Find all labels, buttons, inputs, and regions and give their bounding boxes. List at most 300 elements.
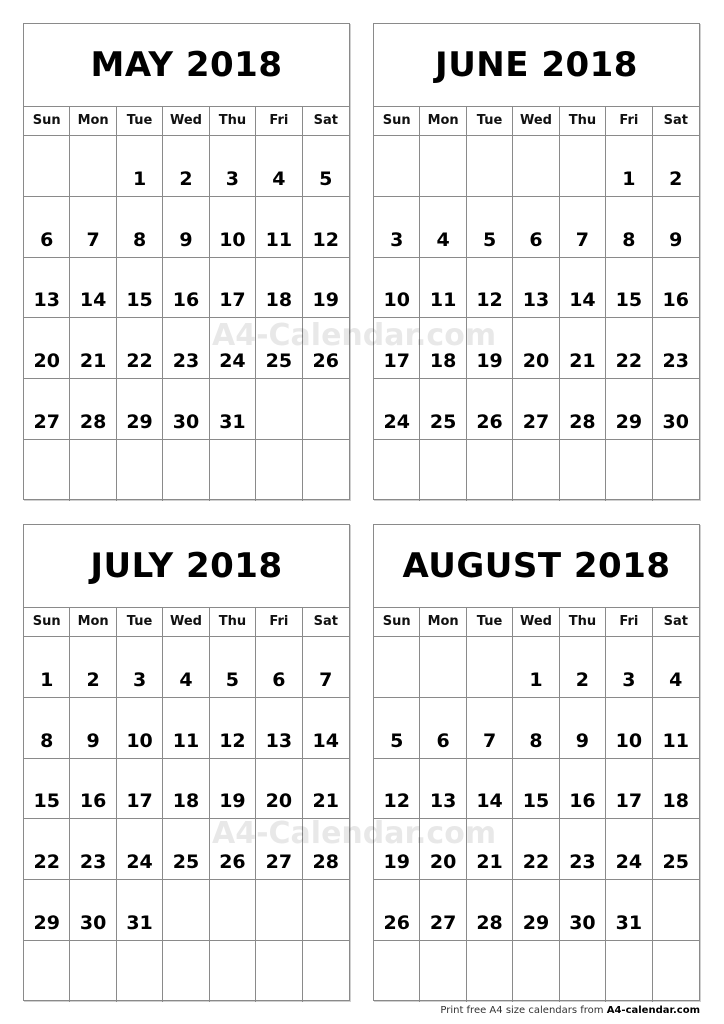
day-cell (606, 136, 652, 197)
day-cell (467, 637, 513, 698)
weekday-header-row (374, 107, 699, 136)
day-number: 6 (272, 668, 286, 691)
day-number: 26 (219, 851, 246, 874)
day-cell (303, 318, 349, 379)
day-cell (653, 379, 699, 440)
day-cell (256, 880, 302, 941)
day-number: 1 (529, 668, 543, 691)
day-cell (70, 819, 116, 880)
weekday-label: Wed (163, 107, 209, 135)
day-number: 9 (575, 729, 590, 752)
day-number: 24 (219, 350, 246, 373)
day-cell (467, 880, 513, 941)
day-cell (163, 136, 209, 197)
day-cell (513, 759, 559, 820)
day-cell (467, 197, 513, 258)
day-cell (560, 880, 606, 941)
month-calendar (373, 524, 700, 1001)
day-number: 4 (272, 167, 286, 190)
day-cell (24, 136, 70, 197)
day-cell (467, 759, 513, 820)
day-number: 29 (615, 410, 643, 433)
day-number: 5 (390, 729, 404, 752)
day-number: 14 (79, 289, 107, 312)
day-cell (420, 136, 466, 197)
day-cell (560, 941, 606, 1002)
day-number: 28 (79, 410, 107, 433)
weekday-label: Sat (313, 113, 338, 128)
day-cell (606, 197, 652, 258)
day-cell (420, 759, 466, 820)
day-number: 25 (265, 350, 293, 373)
day-number: 16 (662, 289, 689, 312)
weekday-label: Sat (663, 113, 688, 128)
day-cell (24, 698, 70, 759)
day-cell (256, 941, 302, 1002)
day-cell (560, 197, 606, 258)
day-number: 12 (219, 729, 246, 752)
day-cell (560, 136, 606, 197)
day-number: 4 (179, 668, 193, 691)
day-cell (256, 819, 302, 880)
day-number: 6 (436, 729, 450, 752)
day-cell (467, 440, 513, 501)
day-cell (513, 440, 559, 501)
day-cell (117, 759, 163, 820)
day-number: 21 (79, 350, 107, 373)
day-cell (210, 637, 256, 698)
day-cell (467, 258, 513, 319)
day-cell (374, 759, 420, 820)
day-cell (420, 941, 466, 1002)
day-number: 12 (476, 289, 503, 312)
day-cell (163, 880, 209, 941)
day-cell (606, 759, 652, 820)
day-number: 17 (615, 790, 643, 813)
day-number: 22 (33, 851, 60, 874)
day-number: 6 (40, 228, 54, 251)
day-cell (163, 637, 209, 698)
weekday-label: Sun (24, 608, 70, 636)
day-cell (210, 880, 256, 941)
weekday-header-row (24, 608, 349, 637)
day-cell (513, 637, 559, 698)
day-number: 27 (265, 851, 293, 874)
day-number: 2 (86, 668, 100, 691)
day-cell (210, 759, 256, 820)
day-cell (210, 136, 256, 197)
day-cell (560, 698, 606, 759)
day-cell (303, 698, 349, 759)
day-cell (606, 379, 652, 440)
day-number: 30 (662, 410, 689, 433)
day-number: 4 (669, 668, 683, 691)
day-number: 5 (319, 167, 333, 190)
day-cell (24, 759, 70, 820)
month-title: JUNE 2018 (374, 24, 699, 107)
day-cell (606, 318, 652, 379)
day-cell (420, 258, 466, 319)
day-cell (210, 318, 256, 379)
day-cell (117, 637, 163, 698)
day-number: 28 (569, 410, 596, 433)
day-cell (606, 258, 652, 319)
day-cell (653, 637, 699, 698)
day-number: 18 (429, 350, 457, 373)
day-number: 23 (569, 851, 596, 874)
day-number: 19 (476, 350, 503, 373)
day-number: 30 (569, 911, 596, 934)
day-number: 4 (436, 228, 450, 251)
day-cell (513, 258, 559, 319)
day-number: 19 (312, 289, 339, 312)
month-calendar (373, 23, 700, 500)
day-cell (606, 440, 652, 501)
day-number: 22 (126, 350, 153, 373)
day-number: 28 (476, 911, 503, 934)
day-number: 8 (132, 228, 147, 251)
day-cell (560, 318, 606, 379)
day-number: 7 (482, 729, 497, 752)
day-number: 1 (40, 668, 54, 691)
day-grid (24, 136, 349, 501)
weekday-label: Thu (560, 608, 606, 636)
day-cell (163, 197, 209, 258)
day-grid (374, 136, 699, 501)
day-cell (117, 136, 163, 197)
day-number: 15 (33, 790, 60, 813)
day-cell (653, 258, 699, 319)
day-number: 31 (126, 911, 153, 934)
day-number: 23 (662, 350, 689, 373)
day-cell (560, 440, 606, 501)
day-cell (560, 637, 606, 698)
day-cell (24, 941, 70, 1002)
day-cell (117, 819, 163, 880)
day-number: 21 (569, 350, 596, 373)
day-number: 7 (575, 228, 590, 251)
day-cell (256, 440, 302, 501)
day-number: 2 (669, 167, 683, 190)
day-number: 5 (225, 668, 240, 691)
month-title: JULY 2018 (24, 525, 349, 608)
day-cell (117, 880, 163, 941)
day-number: 21 (476, 851, 503, 874)
weekday-label: Fri (606, 107, 652, 135)
day-cell (24, 440, 70, 501)
day-cell (467, 136, 513, 197)
day-number: 10 (615, 729, 643, 752)
day-cell (374, 258, 420, 319)
day-number: 26 (383, 911, 410, 934)
day-cell (374, 318, 420, 379)
day-number: 14 (312, 729, 339, 752)
day-cell (653, 197, 699, 258)
day-cell (653, 819, 699, 880)
day-cell (653, 941, 699, 1002)
day-number: 19 (383, 851, 410, 874)
day-number: 29 (126, 410, 153, 433)
day-number: 11 (265, 228, 293, 251)
day-cell (256, 698, 302, 759)
day-cell (560, 759, 606, 820)
day-number: 20 (265, 790, 293, 813)
day-cell (420, 637, 466, 698)
day-cell (303, 880, 349, 941)
day-cell (467, 698, 513, 759)
day-number: 16 (172, 289, 200, 312)
day-number: 5 (482, 228, 497, 251)
day-number: 3 (132, 668, 147, 691)
day-cell (513, 819, 559, 880)
day-cell (513, 698, 559, 759)
day-number: 23 (79, 851, 107, 874)
day-cell (117, 698, 163, 759)
day-number: 15 (522, 790, 550, 813)
weekday-label: Tue (117, 107, 163, 135)
day-number: 27 (522, 410, 550, 433)
day-number: 25 (429, 410, 457, 433)
footer-prefix: Print free A4 size calendars from (440, 1005, 607, 1016)
day-number: 8 (40, 729, 54, 752)
day-cell (606, 819, 652, 880)
day-cell (163, 258, 209, 319)
day-cell (420, 318, 466, 379)
day-cell (467, 318, 513, 379)
day-cell (210, 819, 256, 880)
day-cell (374, 440, 420, 501)
day-cell (210, 941, 256, 1002)
day-number: 24 (126, 851, 153, 874)
day-cell (210, 379, 256, 440)
day-cell (210, 258, 256, 319)
day-cell (513, 379, 559, 440)
day-number: 8 (529, 729, 543, 752)
weekday-label: Fri (256, 107, 302, 135)
day-cell (163, 440, 209, 501)
weekday-label: Wed (513, 608, 559, 636)
day-number: 18 (172, 790, 200, 813)
day-cell (513, 941, 559, 1002)
weekday-label: Mon (70, 608, 116, 636)
day-number: 30 (172, 410, 200, 433)
day-cell (117, 379, 163, 440)
day-cell (117, 440, 163, 501)
day-cell (24, 258, 70, 319)
day-number: 7 (86, 228, 100, 251)
day-cell (70, 258, 116, 319)
weekday-label: Mon (420, 107, 466, 135)
day-number: 16 (79, 790, 107, 813)
weekday-header-row (24, 107, 349, 136)
day-number: 31 (219, 410, 246, 433)
day-number: 27 (429, 911, 457, 934)
weekday-label: Thu (560, 107, 606, 135)
day-cell (303, 637, 349, 698)
day-number: 10 (126, 729, 153, 752)
day-cell (256, 379, 302, 440)
day-cell (117, 197, 163, 258)
weekday-label: Mon (70, 107, 116, 135)
weekday-label: Sun (24, 107, 70, 135)
day-cell (210, 197, 256, 258)
day-cell (163, 759, 209, 820)
day-cell (420, 698, 466, 759)
day-cell (513, 880, 559, 941)
day-number: 17 (126, 790, 153, 813)
day-number: 15 (126, 289, 153, 312)
weekday-header-row (374, 608, 699, 637)
day-number: 6 (529, 228, 543, 251)
day-number: 1 (622, 167, 636, 190)
day-cell (117, 258, 163, 319)
weekday-label: Fri (606, 608, 652, 636)
day-cell (210, 440, 256, 501)
day-number: 23 (172, 350, 200, 373)
weekday-label: Thu (210, 107, 256, 135)
day-number: 19 (219, 790, 246, 813)
day-grid (374, 637, 699, 1002)
day-cell (606, 941, 652, 1002)
weekday-label: Wed (513, 107, 559, 135)
day-cell (256, 318, 302, 379)
day-cell (163, 698, 209, 759)
day-number: 17 (219, 289, 246, 312)
day-number: 10 (383, 289, 410, 312)
day-number: 18 (265, 289, 293, 312)
day-number: 15 (615, 289, 643, 312)
day-number: 22 (522, 851, 550, 874)
day-cell (303, 440, 349, 501)
day-cell (303, 136, 349, 197)
day-cell (70, 197, 116, 258)
day-cell (24, 379, 70, 440)
day-cell (70, 698, 116, 759)
day-cell (303, 819, 349, 880)
day-number: 28 (312, 851, 339, 874)
day-number: 1 (132, 167, 147, 190)
day-cell (560, 819, 606, 880)
day-cell (210, 698, 256, 759)
day-cell (163, 819, 209, 880)
day-number: 8 (622, 228, 636, 251)
day-number: 24 (383, 410, 410, 433)
day-number: 9 (86, 729, 100, 752)
weekday-label: Sun (374, 107, 420, 135)
day-number: 10 (219, 228, 246, 251)
day-cell (24, 197, 70, 258)
day-cell (303, 258, 349, 319)
day-cell (374, 379, 420, 440)
day-cell (163, 941, 209, 1002)
day-number: 13 (265, 729, 293, 752)
weekday-label: Tue (117, 608, 163, 636)
day-number: 25 (172, 851, 200, 874)
day-cell (374, 637, 420, 698)
day-number: 2 (179, 167, 193, 190)
weekday-label: Thu (210, 608, 256, 636)
day-cell (70, 440, 116, 501)
day-cell (70, 136, 116, 197)
day-cell (256, 136, 302, 197)
weekday-label: Tue (467, 107, 513, 135)
day-cell (420, 197, 466, 258)
day-number: 14 (476, 790, 503, 813)
day-number: 13 (33, 289, 60, 312)
day-cell (374, 941, 420, 1002)
day-number: 20 (429, 851, 457, 874)
day-cell (24, 318, 70, 379)
month-calendar (23, 23, 350, 500)
day-number: 16 (569, 790, 596, 813)
day-cell (163, 318, 209, 379)
day-cell (256, 759, 302, 820)
day-cell (653, 136, 699, 197)
day-number: 24 (615, 851, 643, 874)
day-number: 13 (522, 289, 550, 312)
day-cell (467, 379, 513, 440)
day-number: 2 (575, 668, 590, 691)
day-cell (117, 318, 163, 379)
month-title: AUGUST 2018 (374, 525, 699, 608)
day-cell (303, 941, 349, 1002)
day-cell (420, 880, 466, 941)
month-title: MAY 2018 (24, 24, 349, 107)
day-cell (70, 880, 116, 941)
day-cell (70, 941, 116, 1002)
day-number: 7 (319, 668, 333, 691)
day-cell (513, 318, 559, 379)
day-cell (606, 698, 652, 759)
day-cell (24, 637, 70, 698)
day-cell (374, 698, 420, 759)
footer-site-link[interactable]: A4-calendar.com (606, 1005, 700, 1016)
day-number: 3 (390, 228, 404, 251)
weekday-label: Wed (163, 608, 209, 636)
day-number: 12 (312, 228, 339, 251)
day-number: 11 (429, 289, 457, 312)
day-cell (374, 197, 420, 258)
day-number: 9 (179, 228, 193, 251)
day-cell (163, 379, 209, 440)
day-cell (560, 379, 606, 440)
day-cell (653, 440, 699, 501)
day-cell (653, 698, 699, 759)
day-cell (467, 819, 513, 880)
month-calendar (23, 524, 350, 1001)
day-cell (513, 136, 559, 197)
day-number: 31 (615, 911, 643, 934)
day-number: 3 (225, 167, 240, 190)
day-cell (70, 637, 116, 698)
day-cell (256, 258, 302, 319)
day-number: 26 (312, 350, 339, 373)
day-number: 11 (172, 729, 200, 752)
day-cell (303, 197, 349, 258)
day-cell (513, 197, 559, 258)
day-cell (420, 819, 466, 880)
day-number: 18 (662, 790, 689, 813)
day-cell (374, 819, 420, 880)
day-number: 13 (429, 790, 457, 813)
day-number: 22 (615, 350, 643, 373)
day-cell (606, 637, 652, 698)
day-number: 25 (662, 851, 689, 874)
day-number: 3 (622, 668, 636, 691)
day-cell (420, 440, 466, 501)
day-number: 20 (522, 350, 550, 373)
day-cell (560, 258, 606, 319)
